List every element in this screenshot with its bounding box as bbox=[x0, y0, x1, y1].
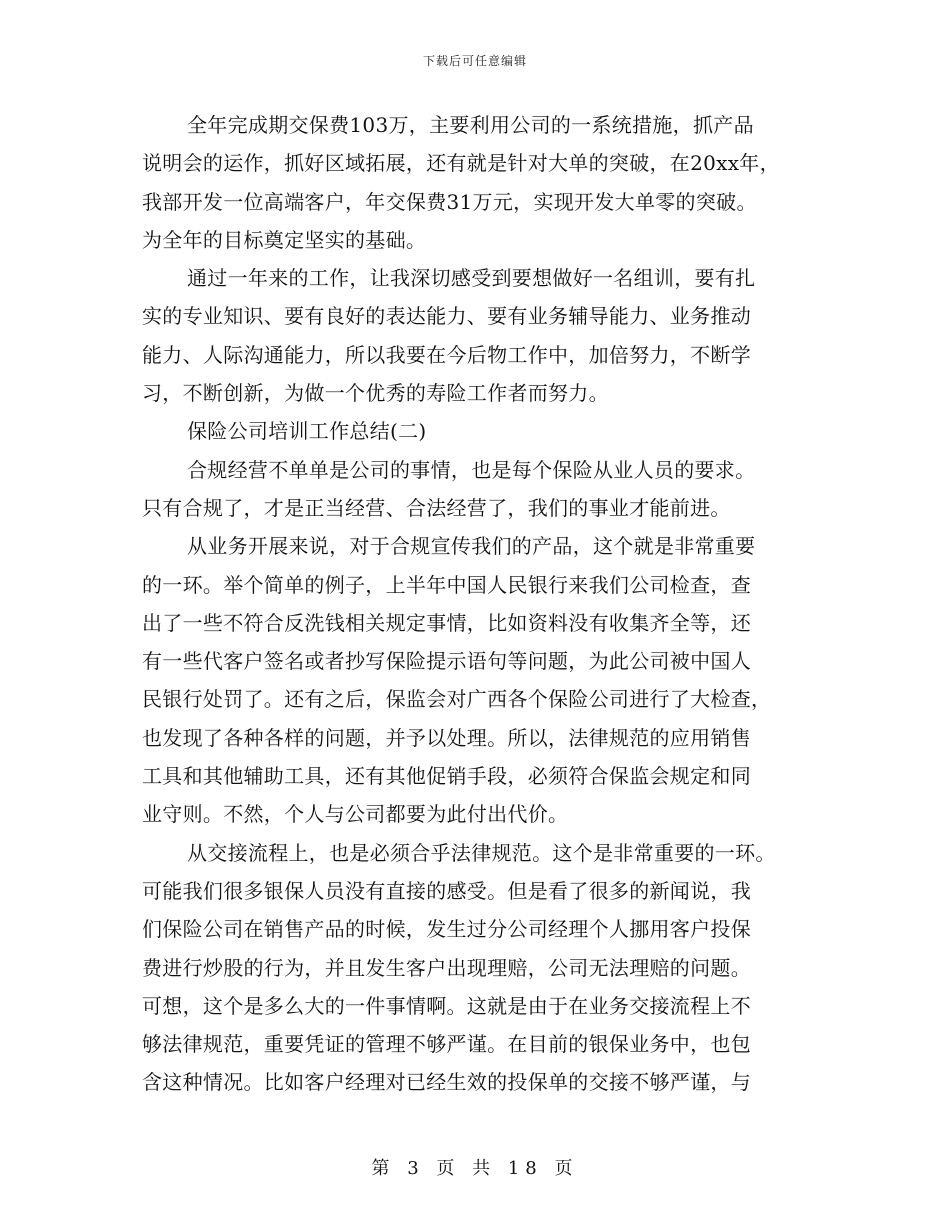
text-line: 民银行处罚了。还有之后，保监会对广西各个保险公司进行了大检查， bbox=[142, 687, 772, 712]
text-line: 从业务开展来说，对于合规宣传我们的产品，这个就是非常重要 bbox=[187, 534, 756, 559]
text-line: 全年完成期交保费103万，主要利用公司的一系统措施，抓产品 bbox=[187, 113, 754, 137]
text-line: 能力、人际沟通能力，所以我要在今后物工作中，加倍努力，不断学 bbox=[142, 342, 751, 367]
text-line: 们保险公司在销售产品的时候，发生过分公司经理个人挪用客户投保 bbox=[142, 917, 751, 942]
text-line: 工具和其他辅助工具，还有其他促销手段，必须符合保监会规定和同 bbox=[142, 764, 751, 789]
document-body bbox=[142, 106, 814, 1102]
section-heading: 保险公司培训工作总结(二) bbox=[187, 419, 427, 444]
text-line: 可想，这个是多么大的一件事情啊。这就是由于在业务交接流程上不 bbox=[142, 993, 751, 1018]
text-line: 我部开发一位高端客户，年交保费31万元，实现开发大单零的突破。 bbox=[142, 189, 757, 214]
text-line: 实的专业知识、要有良好的表达能力、要有业务辅导能力、业务推动 bbox=[142, 304, 751, 329]
text-line: 出了一些不符合反洗钱相关规定事情，比如资料没有收集齐全等，还 bbox=[142, 610, 751, 635]
page-number-footer: 第 3 页 共 18 页 bbox=[371, 1158, 579, 1179]
text-line: 习，不断创新，为做一个优秀的寿险工作者而努力。 bbox=[142, 381, 609, 406]
text-line: 含这种情况。比如客户经理对已经生效的投保单的交接不够严谨，与 bbox=[142, 1070, 751, 1095]
text-line: 也发现了各种各样的问题，并予以处理。所以，法律规范的应用销售 bbox=[142, 725, 751, 750]
text-line: 合规经营不单单是公司的事情，也是每个保险从业人员的要求。 bbox=[187, 457, 756, 482]
text-line: 只有合规了，才是正当经营、合法经营了，我们的事业才能前进。 bbox=[142, 495, 731, 520]
text-line: 够法律规范，重要凭证的管理不够严谨。在目前的银保业务中，也包 bbox=[142, 1032, 751, 1057]
text-line: 通过一年来的工作，让我深切感受到要想做好一名组训，要有扎 bbox=[187, 266, 756, 291]
text-line: 可能我们很多银保人员没有直接的感受。但是看了很多的新闻说，我 bbox=[142, 878, 751, 903]
text-line: 的一环。举个简单的例子，上半年中国人民银行来我们公司检查，查 bbox=[142, 572, 751, 597]
text-line: 说明会的运作，抓好区域拓展，还有就是针对大单的突破，在20xx年， bbox=[142, 151, 780, 176]
page-header: 下载后可任意编辑 bbox=[422, 54, 527, 68]
text-line: 有一些代客户签名或者抄写保险提示语句等问题，为此公司被中国人 bbox=[142, 649, 751, 674]
text-line: 费进行炒股的行为，并且发生客户出现理赔，公司无法理赔的问题。 bbox=[142, 955, 751, 980]
text-line: 为全年的目标奠定坚实的基础。 bbox=[142, 227, 427, 252]
text-line: 从交接流程上，也是必须合乎法律规范。这个是非常重要的一环。 bbox=[187, 840, 776, 865]
text-line: 业守则。不然，个人与公司都要为此付出代价。 bbox=[142, 802, 569, 827]
